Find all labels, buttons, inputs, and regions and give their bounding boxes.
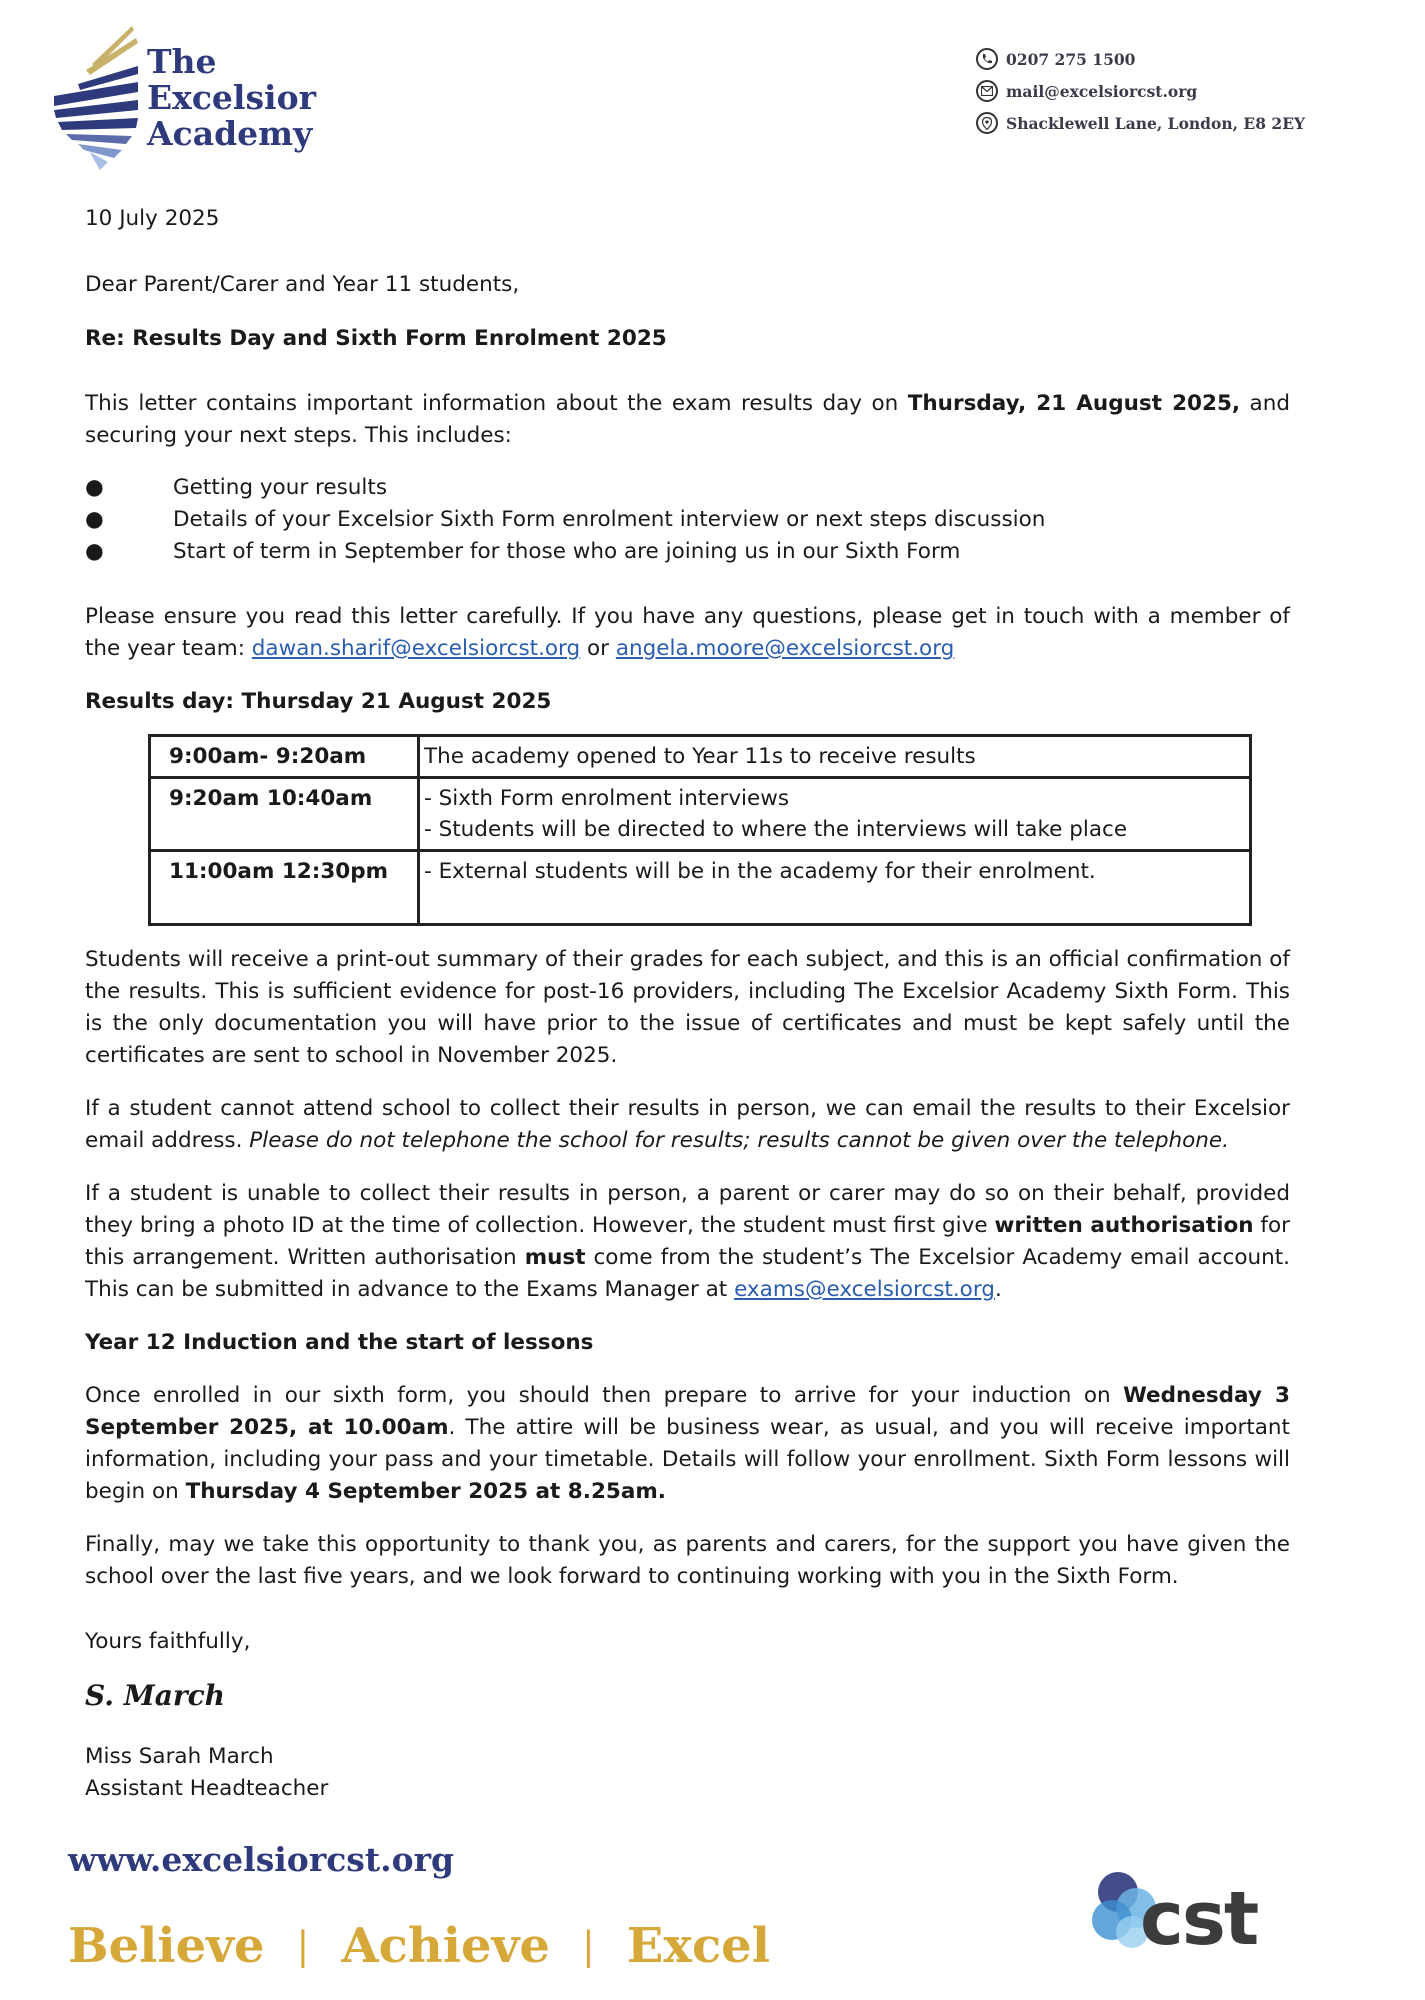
must-bold: must — [524, 1245, 586, 1270]
table-row — [150, 851, 1251, 925]
authorisation-text-c: come from the student’s The Excelsior Academy email account. This can be submitted in advance to the Exams Manager at — [85, 1245, 1290, 1302]
academy-logo — [52, 26, 332, 171]
signer-name: Miss Sarah March — [85, 1744, 274, 1769]
results-date-bold: Thursday, 21 August 2025, — [907, 391, 1241, 416]
induction-text-a: Once enrolled in our sixth form, you should then prepare to arrive for your induction on — [85, 1383, 1124, 1408]
cst-logo — [1088, 1868, 1288, 1978]
list-item-text: Start of term in September for those who are joining us in our Sixth Form — [173, 539, 961, 564]
letter-subject: Re: Results Day and Sixth Form Enrolment 2025 — [85, 326, 667, 351]
bullet-icon: ● — [85, 539, 104, 564]
list-item — [85, 472, 387, 504]
schedule-line: The academy opened to Year 11s to receive results — [424, 744, 976, 769]
bullet-icon: ● — [85, 475, 104, 500]
logo-text-excelsior: Excelsior — [147, 78, 316, 117]
schedule-description — [419, 736, 1251, 778]
table-row — [150, 778, 1251, 851]
contact-address — [976, 112, 1305, 134]
footer-motto — [68, 1918, 770, 1974]
cannot-attend-paragraph — [85, 1093, 1290, 1157]
induction-text-b: . The attire will be business wear, as usual, and you will receive important information, including your pass and your timetable. Details will follow your enrollment. Sixth Form lessons will begin on — [85, 1415, 1290, 1504]
phone-icon — [976, 48, 998, 70]
motto-achieve: Achieve — [341, 1918, 550, 1974]
list-item — [85, 536, 960, 568]
motto-separator: | — [581, 1924, 595, 1968]
written-authorisation-bold: written authorisation — [994, 1213, 1254, 1238]
contact-paragraph-text: Please ensure you read this letter carefully. If you have any questions, please get in touch with a member of the year team: — [85, 604, 1290, 661]
exams-email-link[interactable]: exams@excelsiorcst.org — [734, 1277, 995, 1302]
signature: S. March — [85, 1679, 226, 1712]
contact-paragraph — [85, 601, 1290, 665]
schedule-description — [419, 851, 1251, 925]
schedule-time: 11:00am 12:30pm — [150, 851, 419, 925]
list-item — [85, 504, 1045, 536]
cst-logo-text: cst — [1140, 1876, 1258, 1962]
email-link-dawan[interactable]: dawan.sharif@excelsiorcst.org — [251, 636, 581, 661]
schedule-line: - Students will be directed to where the interviews will take place — [424, 817, 1128, 842]
letter-date: 10 July 2025 — [85, 206, 220, 231]
motto-separator: | — [296, 1924, 310, 1968]
contact-email — [976, 80, 1305, 102]
closing-paragraph: Finally, may we take this opportunity to thank you, as parents and carers, for the support you have given the school over the last five years, and we look forward to continuing working with you in the Sixth Form. — [85, 1532, 1290, 1589]
induction-paragraph — [85, 1380, 1290, 1508]
table-row — [150, 736, 1251, 778]
results-schedule-table — [148, 734, 1252, 926]
schedule-time: 9:20am 10:40am — [150, 778, 419, 851]
cannot-attend-text: If a student cannot attend school to collect their results in person, we can email the results to their Excelsior email address. — [85, 1096, 1290, 1153]
postal-address: Shacklewell Lane, London, E8 2EY — [1006, 113, 1306, 133]
bullet-icon: ● — [85, 507, 104, 532]
induction-date-bold: Wednesday 3 September 2025, at 10.00am — [85, 1383, 1290, 1440]
logo-text-academy: Academy — [147, 114, 313, 153]
schedule-description — [419, 778, 1251, 851]
schedule-time: 9:00am- 9:20am — [150, 736, 419, 778]
schedule-line: - Sixth Form enrolment interviews — [424, 786, 790, 811]
authorisation-paragraph — [85, 1178, 1290, 1306]
location-pin-icon — [976, 112, 998, 134]
or-text: or — [580, 636, 616, 661]
list-item-text: Details of your Excelsior Sixth Form enrolment interview or next steps discussion — [173, 507, 1046, 532]
results-day-heading: Results day: Thursday 21 August 2025 — [85, 689, 552, 714]
induction-heading: Year 12 Induction and the start of lessons — [85, 1330, 594, 1355]
authorisation-text-d: . — [994, 1277, 1002, 1302]
envelope-icon — [976, 80, 998, 102]
motto-excel: Excel — [626, 1918, 770, 1974]
contact-block — [976, 48, 1305, 134]
signer-title: Assistant Headteacher — [85, 1776, 329, 1801]
footer-website[interactable]: www.excelsiorcst.org — [68, 1840, 455, 1879]
authorisation-text-b: for this arrangement. Written authorisation — [85, 1213, 1290, 1270]
lessons-start-bold: Thursday 4 September 2025 at 8.25am. — [185, 1479, 666, 1504]
phone-number: 0207 275 1500 — [1006, 49, 1136, 69]
email-address[interactable]: mail@excelsiorcst.org — [1006, 81, 1198, 101]
schedule-line: - External students will be in the academy for their enrolment. — [424, 859, 1096, 884]
academy-logo-mark — [52, 26, 140, 171]
list-item-text: Getting your results — [173, 475, 388, 500]
salutation: Dear Parent/Carer and Year 11 students, — [85, 272, 520, 297]
contact-phone — [976, 48, 1305, 70]
logo-text-the: The — [147, 42, 217, 81]
printout-paragraph: Students will receive a print-out summary of their grades for each subject, and this is an official confirmation of the results. This is sufficient evidence for post-16 providers, including The Excelsior Academy Sixth Form. This is the only documentation you will have prior to the issue of certificates and must be kept safely until the certificates are sent to school in November 2025. — [85, 947, 1290, 1068]
no-telephone-note: Please do not telephone the school for results; results cannot be given over the telephone. — [249, 1128, 1229, 1153]
intro-text-b: and securing your next steps. This includes: — [85, 391, 1290, 448]
intro-text-a: This letter contains important information about the exam results day on — [85, 391, 908, 416]
intro-paragraph — [85, 388, 1290, 452]
motto-believe: Believe — [68, 1918, 265, 1974]
closing-line: Yours faithfully, — [85, 1629, 251, 1654]
authorisation-text-a: If a student is unable to collect their results in person, a parent or carer may do so on their behalf, provided they bring a photo ID at the time of collection. However, the student must first give — [85, 1181, 1290, 1238]
email-link-angela[interactable]: angela.moore@excelsiorcst.org — [615, 636, 955, 661]
